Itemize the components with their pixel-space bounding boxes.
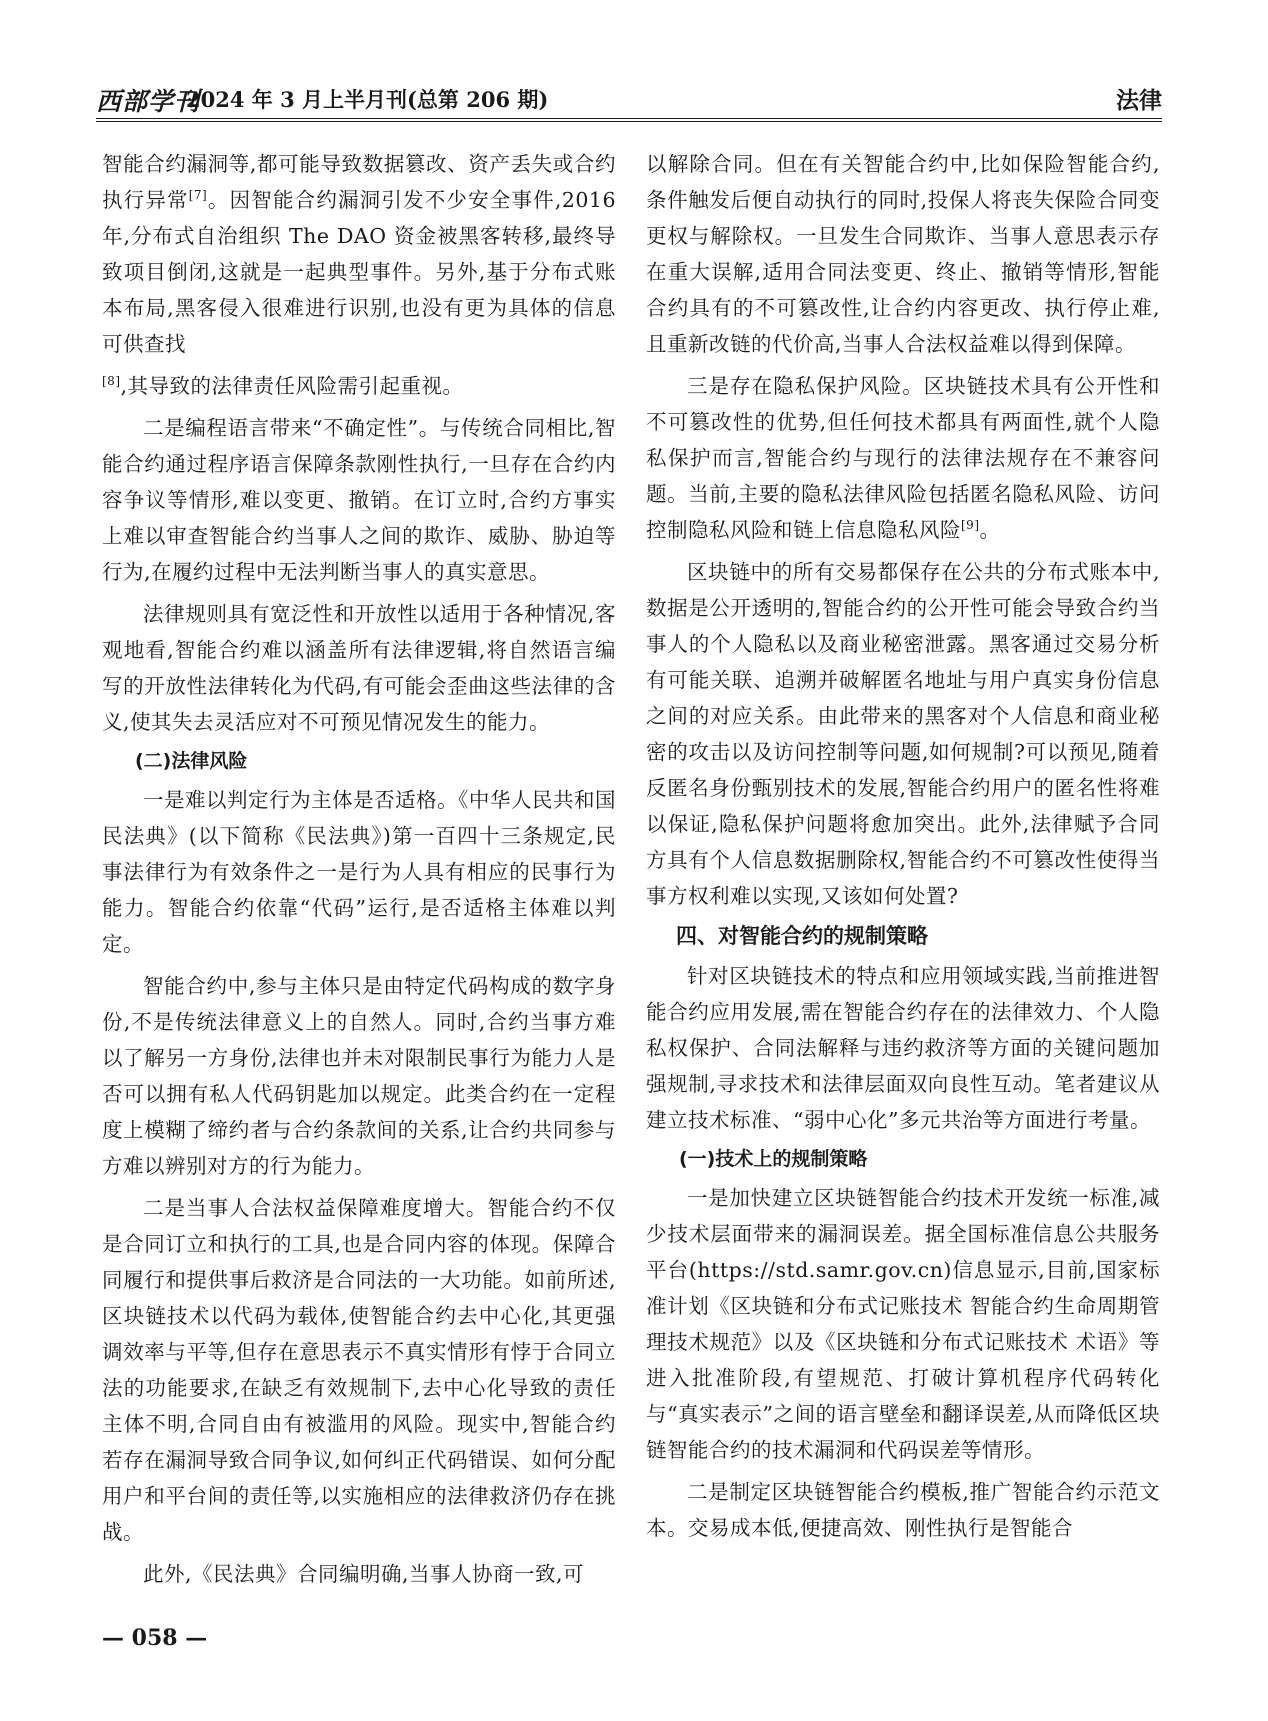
section-heading: 四、对智能合约的规制策略 <box>676 924 928 948</box>
paragraph <box>102 1556 616 1592</box>
paragraph-text: 区块链中的所有交易都保存在公共的分布式账本中,数据是公开透明的,智能合约的公开性可能会导致合约当事人的个人隐私以及商业秘密泄露。黑客通过交易分析有可能关联、追溯并破解匿名地址与用户真实身份信息之间的对应关系。由此带来的黑客对个人信息和商业秘密的攻击以及访问控制等问题,如何规制?可以预见,随着反匿名身份甄别技术的发展,智能合约用户的匿名性将难以保证,隐私保护问题将愈加突出。此外,法律赋予合同方具有个人信息数据删除权,智能合约不可篡改性使得当事方权利难以实现,又该如何处置? <box>646 560 1160 908</box>
paragraph <box>102 782 616 962</box>
citation-ref: [9] <box>961 518 980 533</box>
section-heading: (二)法律风险 <box>135 750 248 772</box>
citation-ref: [8] <box>102 374 121 389</box>
paragraph-text: 以解除合同。但在有关智能合约中,比如保险智能合约,条件触发后便自动执行的同时,投保人将丧失保险合同变更权与解除权。一旦发生合同欺诈、当事人意思表示存在重大误解,适用合同法变更、终止、撤销等情形,智能合约具有的不可篡改性,让合约内容更改、执行停止难,且重新改链的代价高,当事人合法权益难以得到保障。 <box>646 152 1160 356</box>
left-column <box>102 146 616 1592</box>
paragraph <box>102 368 616 404</box>
paragraph-text: 智能合约漏洞等,都可能导致数据篡改、资产丢失或合约执行异常 <box>102 152 616 212</box>
paragraph-text: ,其导致的法律责任风险需引起重视。 <box>120 374 464 398</box>
paragraph <box>646 1180 1160 1468</box>
page-number: — 058 — <box>102 1625 208 1651</box>
paragraph <box>646 146 1160 362</box>
citation-ref: [7] <box>188 188 208 203</box>
paragraph-text: 二是制定区块链智能合约模板,推广智能合约示范文本。交易成本低,便捷高效、刚性执行是智能合 <box>646 1480 1160 1540</box>
paragraph <box>102 146 616 362</box>
paragraph-text: 针对区块链技术的特点和应用领域实践,当前推进智能合约应用发展,需在智能合约存在的法律效力、个人隐私权保护、合同法解释与违约救济等方面的关键问题加强规制,寻求技术和法律层面双向良性互动。笔者建议从建立技术标准、“弱中心化”多元共治等方面进行考量。 <box>646 964 1160 1132</box>
paragraph-text: 二是当事人合法权益保障难度增大。智能合约不仅是合同订立和执行的工具,也是合同内容的体现。保障合同履行和提供事后救济是合同法的一大功能。如前所述,区块链技术以代码为载体,使智能合约去中心化,其更强调效率与平等,但存在意思表示不真实情形有悖于合同立法的功能要求,在缺乏有效规制下,去中心化导致的责任主体不明,合同自由有被滥用的风险。现实中,智能合约若存在漏洞导致合同争议,如何纠正代码错误、如何分配用户和平台间的责任等,以实施相应的法律救济仍存在挑战。 <box>102 1196 616 1544</box>
paragraph <box>102 968 616 1184</box>
paragraph <box>102 596 616 740</box>
section-name: 法律 <box>1116 87 1162 114</box>
paragraph-text: 三是存在隐私保护风险。区块链技术具有公开性和不可篡改性的优势,但任何技术都具有两面性,就个人隐私保护而言,智能合约与现行的法律法规存在不兼容问题。当前,主要的隐私法律风险包括匿名隐私风险、访问控制隐私风险和链上信息隐私风险 <box>646 374 1160 542</box>
paragraph-text: 法律规则具有宽泛性和开放性以适用于各种情况,客观地看,智能合约难以涵盖所有法律逻辑,将自然语言编写的开放性法律转化为代码,有可能会歪曲这些法律的含义,使其失去灵活应对不可预见情况发生的能力。 <box>102 602 616 734</box>
paragraph-text: 。 <box>979 518 1001 542</box>
issue-info: 2024 年 3 月上半月刊(总第 206 期) <box>186 87 549 112</box>
paragraph-text: 此外,《民法典》合同编明确,当事人协商一致,可 <box>143 1562 585 1586</box>
paragraph-text: 智能合约中,参与主体只是由特定代码构成的数字身份,不是传统法律意义上的自然人。同时,合约当事方难以了解另一方身份,法律也并未对限制民事行为能力人是否可以拥有私人代码钥匙加以规定。此类合约在一定程度上模糊了缔约者与合约条款间的关系,让合约共同参与方难以辨别对方的行为能力。 <box>102 974 616 1178</box>
paragraph-text: 一是加快建立区块链智能合约技术开发统一标准,减少技术层面带来的漏洞误差。据全国标准信息公共服务平台(https://std.samr.gov.cn)信息显示,目前,国家标准计划《区块链和分布式记账技术 智能合约生命周期管理技术规范》以及《区块链和分布式记账技术 术语》等进入批准阶段,有望规范、打破计算机程序代码转化与“真实表示”之间的语言壁垒和翻译误差,从而降低区块链智能合约的技术漏洞和代码误差等情形。 <box>646 1186 1160 1462</box>
header-rule <box>96 118 1162 122</box>
journal-logo: 西部学刊 <box>96 87 201 116</box>
paragraph <box>102 1190 616 1550</box>
paragraph <box>102 410 616 590</box>
paragraph-text: 二是编程语言带来“不确定性”。与传统合同相比,智能合约通过程序语言保障条款刚性执行,一旦存在合约内容争议等情形,难以变更、撤销。在订立时,合约方事实上难以审查智能合约当事人之间的欺诈、威胁、胁迫等行为,在履约过程中无法判断当事人的真实意思。 <box>102 416 616 584</box>
paragraph <box>646 554 1160 914</box>
running-header <box>96 80 1162 114</box>
paragraph-text: 一是难以判定行为主体是否适格。《中华人民共和国民法典》(以下简称《民法典》)第一百四十三条规定,民事法律行为有效条件之一是行为人具有相应的民事行为能力。智能合约依靠“代码”运行,是否适格主体难以判定。 <box>102 788 616 956</box>
right-column <box>646 146 1160 1546</box>
paragraph <box>646 958 1160 1138</box>
paragraph <box>646 368 1160 548</box>
paragraph-text: 。因智能合约漏洞引发不少安全事件,2016 年,分布式自治组织 The DAO 资金被黑客转移,最终导致项目倒闭,这就是一起典型事件。另外,基于分布式账本布局,黑客侵入很难进行识别,也没有更为具体的信息可供查找 <box>102 188 617 356</box>
paragraph <box>646 1474 1160 1546</box>
section-heading: (一)技术上的规制策略 <box>679 1148 868 1170</box>
